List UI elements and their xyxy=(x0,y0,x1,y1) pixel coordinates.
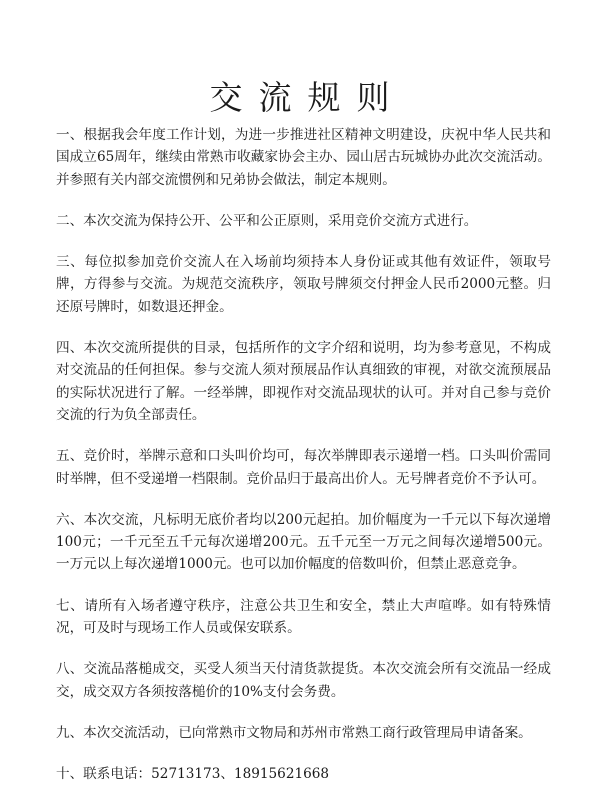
rules-body xyxy=(56,124,551,805)
rule-paragraph-2: 二、本次交流为保持公开、公平和公正原则，采用竞价交流方式进行。 xyxy=(56,212,478,229)
rule-paragraph-4: 四、本次交流所提供的目录，包括所作的文字介绍和说明，均为参考意见，不构成对交流品的任何担保。参与交流人须对预展品作认真细致的审视，对欲交流预展品的实际状况进行了解。一经举牌，即视作对交流品现状的认可。并对自己参与竞价交流的行为负全部责任。 xyxy=(56,340,551,423)
page-title: 交流规则 xyxy=(209,78,406,118)
rule-paragraph-3: 三、每位拟参加竞价交流人在入场前均须持本人身份证或其他有效证件，领取号牌，方得参与交流。为规范交流秩序，领取号牌须交付押金人民币2000元整。归还原号牌时，如数退还押金。 xyxy=(56,254,551,315)
rule-paragraph-9: 九、本次交流活动，已向常熟市文物局和苏州市常熟工商行政管理局申请备案。 xyxy=(56,724,532,741)
rule-paragraph-6: 六、本次交流，凡标明无底价者均以200元起拍。加价幅度为一千元以下每次递增100元；一千元至五千元每次递增200元。五千元至一万元之间每次递增500元。一万元以上每次递增1000元。也可以加价幅度的倍数叫价，但禁止恶意竞争。 xyxy=(56,511,551,573)
rule-paragraph-1: 一、根据我会年度工作计划，为进一步推进社区精神文明建设，庆祝中华人民共和国成立65周年，继续由常熟市收藏家协会主办、园山居古玩城协办此次交流活动。并参照有关内部交流惯例和兄弟协会做法，制定本规则。 xyxy=(56,127,551,188)
rule-paragraph-5: 五、竞价时，举牌示意和口头叫价均可，每次举牌即表示递增一档。口头叫价需同时举牌，但不受递增一档限制。竞价品归于最高出价人。无号牌者竞价不予认可。 xyxy=(56,448,551,487)
contact-phone-line: 十、联系电话：52713173、18915621668 xyxy=(56,766,330,783)
rule-paragraph-8: 八、交流品落槌成交，买受人须当天付清货款提货。本次交流会所有交流品一经成交，成交双方各须按落槌价的10%支付会务费。 xyxy=(56,661,551,700)
rule-paragraph-7: 七、请所有入场者遵守秩序，注意公共卫生和安全，禁止大声喧哗。如有特殊情况，可及时与现场工作人员或保安联系。 xyxy=(56,597,551,637)
